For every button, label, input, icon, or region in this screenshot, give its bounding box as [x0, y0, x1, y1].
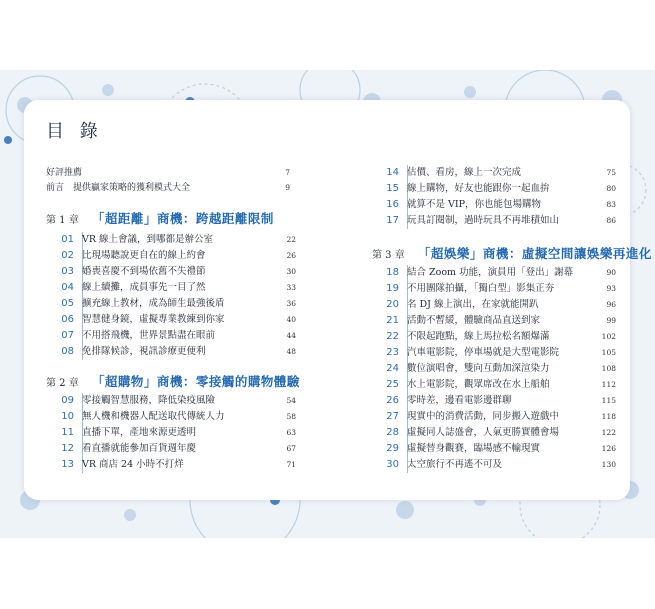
preface-label: 好評推薦: [46, 168, 83, 178]
page-number: 30: [286, 267, 296, 276]
entry-title: 活動不暫緩，體驗商品直送到家: [407, 315, 541, 326]
toc-entry: [46, 409, 296, 425]
entry-title: 比現場聽說更自在的線上約會: [82, 250, 206, 261]
page-number: 93: [606, 284, 616, 293]
page-number: 36: [286, 299, 296, 308]
page-number: 54: [286, 396, 296, 405]
page-number: 105: [601, 348, 616, 357]
entry-title: 智慧健身鏡，虛擬專業教練到你家: [82, 314, 225, 325]
toc-entry: [46, 457, 296, 473]
entry-number: 11: [61, 427, 74, 438]
preface-item: [46, 166, 294, 180]
page-number: 126: [601, 444, 616, 453]
entry-title: 不限起跑點，線上馬拉松名額爆滿: [407, 331, 550, 342]
page-number: 75: [606, 168, 616, 177]
entry-title: 結合 Zoom 功能，演員用「登出」謝幕: [407, 267, 574, 278]
entry-title: 不用團隊拍攝，「獨白型」影集正夯: [407, 283, 555, 294]
toc-entry: [371, 281, 616, 297]
toc-entry: [371, 265, 616, 281]
chapter-label: 第 1 章: [46, 215, 79, 226]
toc-entry: [46, 312, 296, 328]
toc-entry: [371, 345, 616, 361]
toc-entry: [371, 441, 616, 457]
toc-entry: [371, 165, 616, 181]
page-number: 22: [286, 235, 296, 244]
page-number: 86: [606, 216, 616, 225]
entry-number: 02: [61, 250, 74, 261]
entry-title: 零時差，邊看電影邊群聊: [407, 395, 512, 406]
entry-number: 29: [386, 443, 399, 454]
page-number: 122: [601, 428, 616, 437]
toc-entry: [371, 213, 616, 229]
entry-number: 24: [386, 363, 399, 374]
entry-title: 現實中的消費活動，同步搬入遊戲中: [407, 411, 560, 422]
entry-title: 估價、看房，線上一次完成: [407, 167, 522, 178]
entry-title: 名 DJ 線上演出，在家就能開趴: [407, 299, 539, 310]
toc-entry: [371, 457, 616, 473]
toc-entry: [371, 329, 616, 345]
entry-number: 10: [61, 411, 74, 422]
entry-title: VR 商店 24 小時不打烊: [82, 459, 184, 470]
preface-label: 前言 提供贏家策略的獲利模式大全: [46, 183, 191, 193]
page-number: 118: [601, 412, 616, 421]
toc-entry: [46, 248, 296, 264]
toc-entry: [371, 393, 616, 409]
chapter-label: 第 3 章: [372, 250, 405, 261]
chapter-heading: [46, 371, 300, 391]
entry-number: 20: [386, 299, 399, 310]
toc-entry: [46, 296, 296, 312]
toc-entry: [371, 197, 616, 213]
entry-title: 汽車電影院，停車場就是大型電影院: [407, 347, 560, 358]
chapter-title: 「超娛樂」商機：虛擬空間讓娛樂再進化: [417, 246, 652, 261]
toc-entry: [46, 232, 296, 248]
page-number: 58: [286, 412, 296, 421]
page-number: 80: [606, 184, 616, 193]
entry-number: 14: [386, 167, 399, 178]
toc-entry: [46, 425, 296, 441]
entry-number: 05: [61, 298, 74, 309]
entry-number: 16: [386, 199, 399, 210]
toc-entry: [371, 377, 616, 393]
entry-number: 23: [386, 347, 399, 358]
entry-title: 玩具訂閱制，過時玩具不再堆積如山: [407, 215, 560, 226]
entry-title: 線上續攤，成員事先一目了然: [82, 282, 206, 293]
entry-number: 21: [386, 315, 399, 326]
toc-entry: [46, 264, 296, 280]
entry-number: 01: [61, 234, 74, 245]
page-number: 71: [286, 460, 296, 469]
page-number: 67: [286, 444, 296, 453]
toc-entry: [371, 361, 616, 377]
toc-entry: [371, 313, 616, 329]
entry-number: 28: [386, 427, 399, 438]
entry-title: 不用搭飛機，世界景點盡在眼前: [82, 330, 216, 341]
entry-title: 婚喪喜慶不到場依舊不失禮節: [82, 266, 206, 277]
page-number: 44: [286, 331, 296, 340]
entry-number: 18: [386, 267, 399, 278]
page-number: 108: [601, 364, 616, 373]
toc-entry: [46, 344, 296, 360]
entry-title: 看直播就能參加百貨週年慶: [82, 443, 197, 454]
chapter-heading: [46, 208, 274, 228]
entry-title: 虛擬替身觀賽，臨場感不輸現實: [407, 443, 541, 454]
page-number: 9: [285, 183, 290, 192]
entry-title: 擴充線上教材，成為師生最強後盾: [82, 298, 225, 309]
preface-item: [46, 181, 294, 195]
entry-number: 04: [61, 282, 74, 293]
entry-number: 13: [61, 459, 74, 470]
page-number: 90: [606, 268, 616, 277]
page-number: 7: [285, 168, 290, 177]
entry-number: 07: [61, 330, 74, 341]
page-number: 83: [606, 200, 616, 209]
page-number: 112: [601, 380, 616, 389]
entry-number: 03: [61, 266, 74, 277]
entry-title: 無人機和機器人配送取代傳統人力: [82, 411, 225, 422]
entry-number: 25: [386, 379, 399, 390]
page-number: 115: [601, 396, 616, 405]
page-number: 96: [606, 300, 616, 309]
toc-entry: [371, 181, 616, 197]
entry-number: 19: [386, 283, 399, 294]
page-number: 102: [601, 332, 616, 341]
entry-title: 虛擬同人誌盛會，人氣更勝實體會場: [407, 427, 560, 438]
entry-title: 數位演唱會，雙向互動加深渲染力: [407, 363, 550, 374]
entry-title: 零接觸智慧服務，降低染疫風險: [82, 395, 216, 406]
page-number: 26: [286, 251, 296, 260]
entry-number: 15: [386, 183, 399, 194]
entry-title: 直播下單，產地來源更透明: [82, 427, 197, 438]
chapter-heading: [372, 243, 652, 263]
page-number: 33: [286, 283, 296, 292]
entry-number: 06: [61, 314, 74, 325]
entry-title: VR 線上會議，到哪都是辦公室: [82, 234, 214, 245]
entry-title: 就算不是 VIP，你也能包場購物: [407, 199, 542, 210]
entry-title: 免排隊候診，視訊診療更便利: [82, 346, 206, 357]
entry-title: 太空旅行不再遙不可及: [407, 459, 503, 470]
entry-number: 27: [386, 411, 399, 422]
chapter-title: 「超距離」商機：跨越距離限制: [91, 211, 274, 226]
page-number: 130: [601, 460, 616, 469]
toc-entry: [46, 393, 296, 409]
toc-entry: [371, 425, 616, 441]
entry-number: 09: [61, 395, 74, 406]
toc-entry: [46, 441, 296, 457]
entry-title: 水上電影院，觀眾席改在水上船舶: [407, 379, 550, 390]
page-number: 48: [286, 347, 296, 356]
toc-entry: [46, 280, 296, 296]
entry-number: 22: [386, 331, 399, 342]
entry-number: 12: [61, 443, 74, 454]
toc-entry: [371, 297, 616, 313]
chapter-label: 第 2 章: [46, 378, 79, 389]
toc-entry: [371, 409, 616, 425]
chapter-title: 「超購物」商機：零接觸的購物體驗: [91, 374, 300, 389]
page-number: 63: [286, 428, 296, 437]
page-title: 目 錄: [46, 121, 103, 142]
entry-title: 線上購物，好友也能跟你一起血拚: [407, 183, 550, 194]
entry-number: 26: [386, 395, 399, 406]
toc-entry: [46, 328, 296, 344]
page-number: 40: [286, 315, 296, 324]
entry-number: 08: [61, 346, 74, 357]
entry-number: 30: [386, 459, 399, 470]
page-number: 99: [606, 316, 616, 325]
entry-number: 17: [386, 215, 399, 226]
